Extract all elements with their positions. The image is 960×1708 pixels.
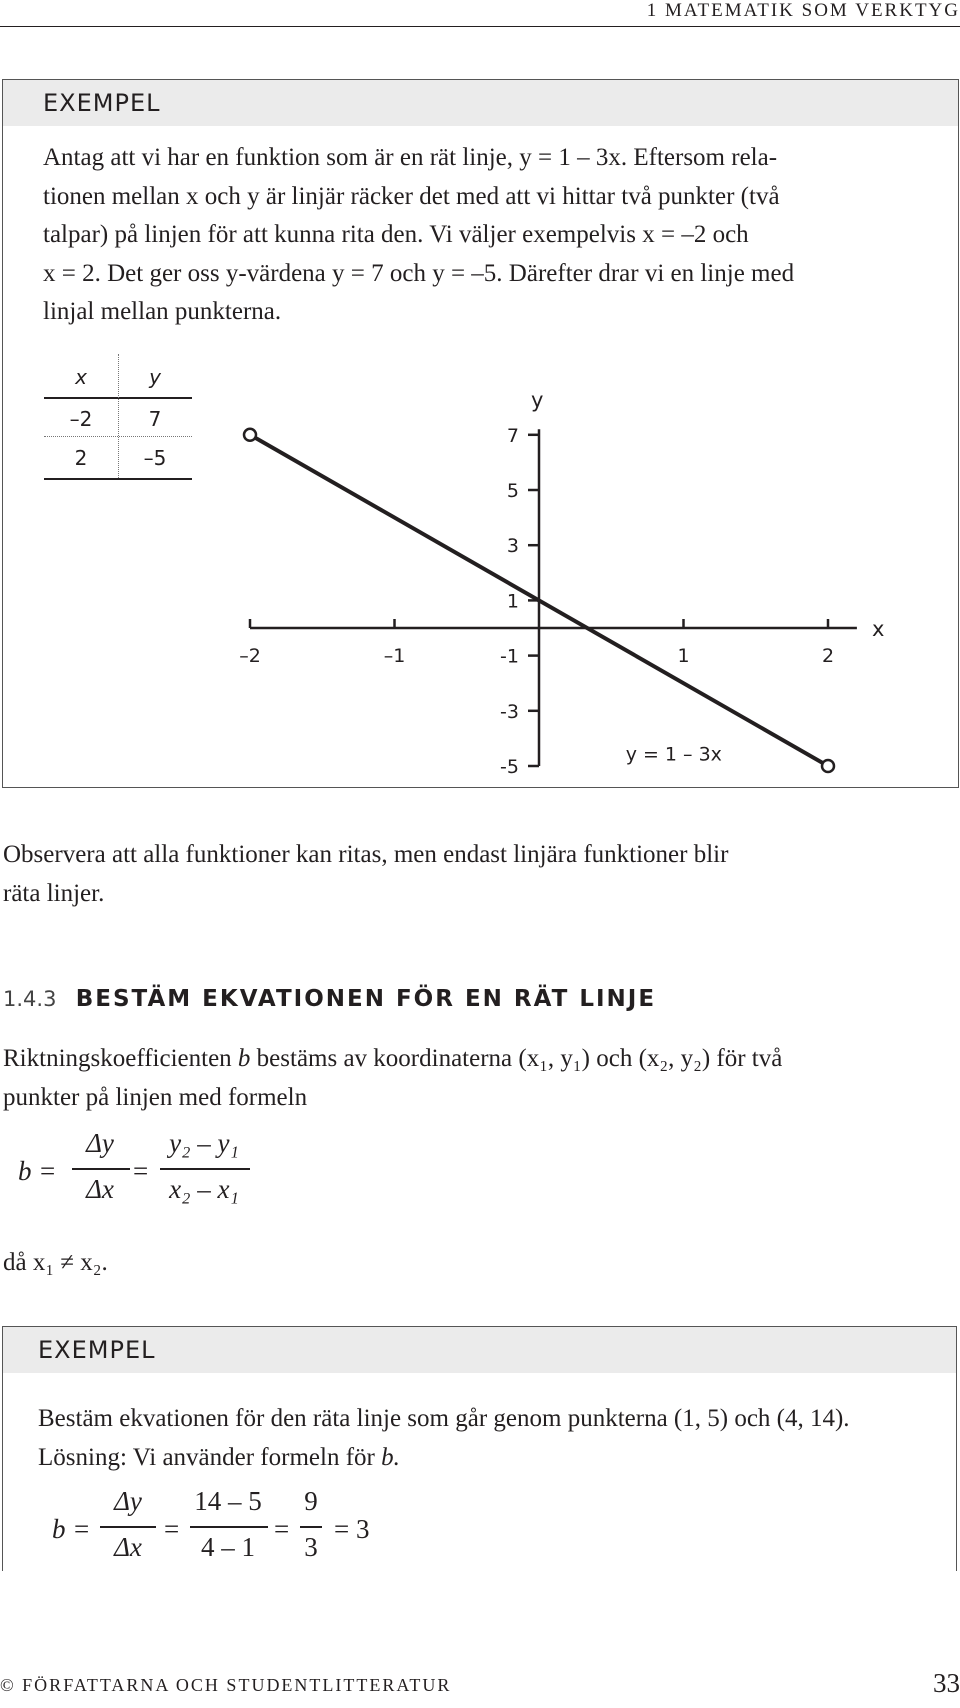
y-tick-label: 1	[506, 590, 519, 613]
ex2-fraction-bar-2	[190, 1526, 268, 1528]
example-1-line-4: x = 2. Det ger oss y-värdena y = 7 och y = –5. Därefter drar vi en linje med	[43, 259, 795, 287]
formula-denominator-2: x₂ – x₁	[169, 1174, 239, 1204]
example-box-2-left-border	[2, 1326, 3, 1571]
ex2-denominator-1: Δx	[114, 1532, 142, 1562]
section-line-2: punkter på linjen med formeln	[3, 1083, 308, 1111]
running-head: 1 MATEMATIK SOM VERKTYG	[646, 0, 960, 21]
footer-copyright: © FÖRFATTARNA OCH STUDENTLITTERATUR	[0, 1675, 452, 1695]
ex2-fraction-bar-1	[100, 1526, 156, 1528]
line-graph	[203, 325, 943, 805]
table-header-y: y	[149, 365, 161, 389]
example-2-formula	[52, 1486, 472, 1586]
formula-lhs: b	[18, 1156, 32, 1186]
example-box-1	[2, 79, 959, 788]
example-1-paragraph	[43, 139, 943, 332]
x-tick-label: 1	[677, 645, 690, 667]
example-1-line-3: talpar) på linjen för att kunna rita den. Vi väljer exempelvis x = –2 och	[43, 221, 749, 248]
example-box-2-top-border	[2, 1326, 957, 1327]
section-line-1-coords: (x₁, y₁) och (x₂, y₂)	[518, 1045, 711, 1072]
example-2-line-2-a: Lösning: Vi använder formeln för	[38, 1443, 375, 1471]
fraction-bar-2	[160, 1168, 250, 1170]
x-axis-label: x	[872, 617, 885, 641]
ex2-result: = 3	[334, 1514, 370, 1544]
table-header-x: x	[75, 365, 87, 389]
example-2-paragraph	[38, 1400, 953, 1477]
table-cell-y-1: 7	[148, 407, 162, 431]
ex2-formula-eq-1: =	[74, 1514, 90, 1544]
ex2-formula-lhs: b	[52, 1514, 66, 1544]
y-tick-label: 5	[506, 480, 519, 502]
line-equation-label: y = 1 – 3x	[625, 743, 722, 766]
ex2-numerator-3: 9	[304, 1486, 318, 1516]
data-point	[244, 429, 256, 441]
example-2-line-2	[38, 1439, 953, 1478]
section-line-1-b: b	[237, 1045, 251, 1072]
section-heading	[3, 986, 656, 1012]
table-cell-x-1: –2	[69, 407, 93, 431]
page-number: 33	[933, 1668, 960, 1698]
example-1-title: EXEMPEL	[43, 89, 161, 117]
table-cell-x-2: 2	[74, 446, 88, 470]
ex2-denominator-3: 3	[304, 1532, 318, 1562]
example-2-line-2-b: b.	[381, 1443, 400, 1471]
example-2-title: EXEMPEL	[38, 1336, 156, 1364]
table-bottom-rule	[44, 478, 192, 480]
example-1-line-1: Antag att vi har en funktion som är en rät linje, y = 1 – 3x. Eftersom rela-	[43, 144, 778, 171]
ex2-numerator-2: 14 – 5	[194, 1486, 262, 1516]
ex2-denominator-2: 4 – 1	[201, 1532, 255, 1562]
formula-denominator-1: Δx	[86, 1174, 114, 1204]
formula-numerator-2: y₂ – y₁	[169, 1128, 239, 1158]
y-axis-label: y	[531, 387, 544, 412]
chart-axes	[250, 429, 857, 766]
x-tick-label: –2	[239, 645, 261, 667]
observation-line-2: räta linjer.	[3, 879, 105, 907]
example-box-2-right-border	[956, 1326, 957, 1571]
example-1-line-2: tionen mellan x och y är linjär räcker det med att vi hittar två punkter (två	[43, 182, 780, 210]
header-rule	[0, 26, 960, 27]
y-tick-label: -3	[500, 700, 519, 723]
formula-numerator-1: Δy	[86, 1128, 114, 1158]
condition-text: då x₁ ≠ x₂.	[3, 1249, 108, 1276]
y-tick-label: -1	[500, 645, 519, 668]
section-line-1-c: bestäms av koordinaterna	[256, 1045, 513, 1072]
section-number: 1.4.3	[3, 987, 57, 1011]
formula-eq-2: =	[133, 1156, 149, 1186]
ex2-formula-eq-2: =	[164, 1514, 180, 1544]
table-cell-y-2: –5	[143, 446, 167, 470]
section-line-1	[3, 1040, 958, 1079]
y-tick-label: 7	[506, 424, 519, 447]
section-line-1-d: för två	[716, 1045, 783, 1072]
ex2-numerator-1: Δy	[114, 1486, 142, 1516]
value-table	[44, 354, 192, 482]
section-line-1-a: Riktningskoefficienten	[3, 1045, 232, 1072]
slope-formula	[18, 1128, 258, 1228]
example-2-line-1: Bestäm ekvationen för den räta linje som går genom punkterna (1, 5) och (4, 14).	[38, 1405, 850, 1432]
example-1-line-5: linjal mellan punkterna.	[43, 298, 282, 325]
data-point	[822, 760, 834, 772]
x-tick-label: –1	[383, 645, 406, 667]
table-column-divider	[118, 354, 119, 478]
observation-paragraph	[3, 836, 958, 913]
ex2-fraction-bar-3	[300, 1526, 322, 1528]
formula-eq-1: =	[40, 1156, 56, 1186]
y-tick-label: -5	[500, 756, 519, 778]
ex2-formula-eq-3: =	[274, 1514, 290, 1544]
section-paragraph	[3, 1040, 958, 1117]
x-tick-label: 2	[821, 645, 835, 667]
observation-line-1: Observera att alla funktioner kan ritas, men endast linjära funktioner blir	[3, 841, 729, 868]
fraction-bar-1	[72, 1168, 130, 1170]
y-tick-label: 3	[506, 535, 519, 558]
section-title: BESTÄM EKVATIONEN FÖR EN RÄT LINJE	[75, 986, 657, 1012]
